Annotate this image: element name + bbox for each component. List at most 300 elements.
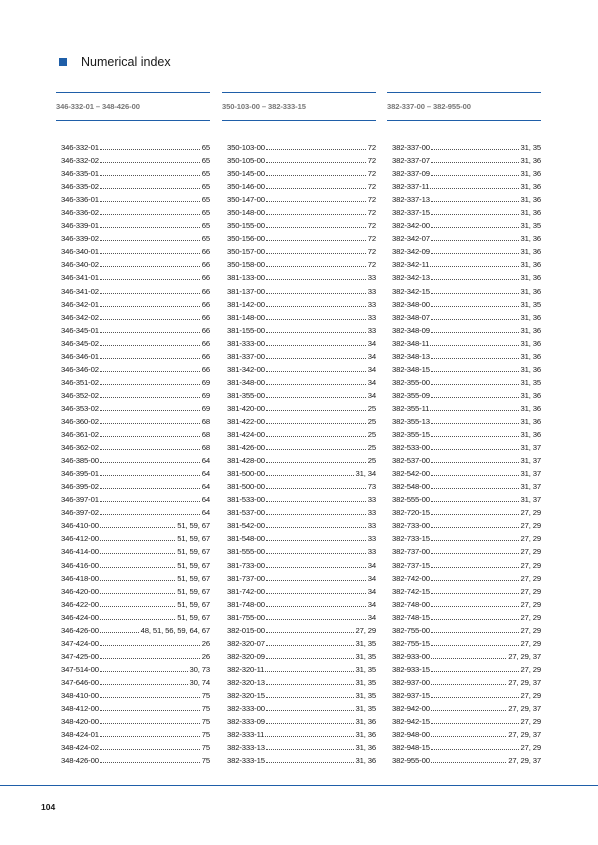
dot-leader	[266, 449, 366, 450]
dot-leader	[100, 553, 175, 554]
index-entry	[227, 245, 376, 258]
entry-code: 382-755-15	[392, 638, 430, 648]
index-entry	[61, 167, 210, 180]
entry-pages: 31, 36	[520, 364, 541, 374]
index-entry	[392, 363, 541, 376]
entry-pages: 64	[201, 495, 210, 505]
entry-pages: 27, 29	[520, 612, 541, 622]
dot-leader	[100, 266, 200, 267]
entry-pages: 66	[201, 273, 210, 283]
entry-code: 381-142-00	[227, 299, 265, 309]
dot-leader	[431, 645, 519, 646]
entry-pages: 51, 59, 67	[177, 560, 210, 570]
entry-pages: 30, 74	[189, 677, 210, 687]
dot-leader	[266, 710, 354, 711]
entry-code: 382-348-00	[392, 299, 430, 309]
dot-leader	[100, 253, 200, 254]
dot-leader	[100, 201, 200, 202]
dot-leader	[100, 319, 200, 320]
entry-code: 381-737-00	[227, 573, 265, 583]
index-entry	[227, 441, 376, 454]
index-entry	[392, 219, 541, 232]
index-entry	[392, 402, 541, 415]
entry-code: 382-737-00	[392, 547, 430, 557]
dot-leader	[265, 671, 353, 672]
entry-code: 382-937-00	[392, 677, 430, 687]
entry-code: 382-948-15	[392, 743, 430, 753]
entry-pages: 64	[201, 508, 210, 518]
entry-code: 382-320-15	[227, 690, 265, 700]
index-entry	[227, 532, 376, 545]
entry-code: 382-742-15	[392, 586, 430, 596]
index-entry	[392, 506, 541, 519]
entry-code: 382-355-00	[392, 377, 430, 387]
entry-code: 350-145-00	[227, 169, 265, 179]
entry-pages: 75	[201, 730, 210, 740]
entry-code: 346-345-02	[61, 338, 99, 348]
dot-leader	[431, 358, 519, 359]
dot-leader	[266, 501, 366, 502]
index-entry	[61, 363, 210, 376]
entry-code: 382-320-09	[227, 651, 265, 661]
dot-leader	[100, 580, 175, 581]
dot-leader	[431, 240, 519, 241]
index-entry	[61, 389, 210, 402]
dot-leader	[100, 188, 200, 189]
entry-pages: 72	[367, 247, 376, 257]
entry-code: 381-342-00	[227, 364, 265, 374]
entry-code: 346-395-01	[61, 469, 99, 479]
dot-leader	[266, 749, 354, 750]
entry-pages: 34	[367, 390, 376, 400]
entry-code: 382-348-09	[392, 325, 430, 335]
entry-code: 346-346-01	[61, 351, 99, 361]
dot-leader	[266, 149, 366, 150]
dot-leader	[431, 671, 519, 672]
entry-pages: 51, 59, 67	[177, 547, 210, 557]
entry-code: 346-426-00	[61, 625, 99, 635]
dot-leader	[431, 306, 519, 307]
entry-code: 381-537-00	[227, 508, 265, 518]
entry-code: 382-342-11	[392, 260, 430, 270]
dot-leader	[100, 645, 200, 646]
index-entry	[227, 467, 376, 480]
dot-leader	[430, 266, 518, 267]
entry-code: 350-105-00	[227, 156, 265, 166]
dot-leader	[431, 632, 519, 633]
index-entry	[61, 754, 210, 767]
entry-code: 382-742-00	[392, 573, 430, 583]
dot-leader	[431, 606, 519, 607]
dot-leader	[431, 462, 519, 463]
entry-pages: 33	[367, 534, 376, 544]
entry-pages: 31, 34	[355, 469, 376, 479]
index-entry	[61, 611, 210, 624]
entry-code: 382-733-00	[392, 521, 430, 531]
entry-code: 382-548-00	[392, 482, 430, 492]
index-entry	[227, 167, 376, 180]
index-entry	[227, 611, 376, 624]
dot-leader	[266, 632, 354, 633]
index-entry	[227, 389, 376, 402]
dot-leader	[431, 279, 519, 280]
index-entry	[227, 298, 376, 311]
index-entry	[392, 545, 541, 558]
dot-leader	[431, 619, 519, 620]
entry-code: 346-351-02	[61, 377, 99, 387]
dot-leader	[431, 332, 519, 333]
dot-leader	[100, 345, 200, 346]
entry-pages: 34	[367, 599, 376, 609]
index-entry	[61, 258, 210, 271]
entry-pages: 73	[367, 482, 376, 492]
dot-leader	[431, 580, 519, 581]
entry-code: 381-420-00	[227, 403, 265, 413]
dot-leader	[266, 397, 366, 398]
entry-pages: 27, 29	[520, 560, 541, 570]
index-entry	[61, 467, 210, 480]
entry-code: 382-937-15	[392, 690, 430, 700]
dot-leader	[431, 527, 519, 528]
index-entry	[61, 206, 210, 219]
entry-code: 382-342-15	[392, 286, 430, 296]
entry-code: 382-333-11	[227, 730, 265, 740]
dot-leader	[100, 710, 200, 711]
index-entry	[227, 324, 376, 337]
entry-code: 350-155-00	[227, 221, 265, 231]
entry-code: 381-133-00	[227, 273, 265, 283]
index-column-3	[387, 92, 541, 767]
index-entry	[392, 389, 541, 402]
entry-code: 382-942-00	[392, 704, 430, 714]
entry-code: 382-720-15	[392, 508, 430, 518]
entry-code: 346-341-02	[61, 286, 99, 296]
index-entry	[227, 206, 376, 219]
index-entry	[227, 689, 376, 702]
index-entry	[392, 337, 541, 350]
entry-pages: 27, 29	[520, 534, 541, 544]
entry-pages: 25	[367, 403, 376, 413]
dot-leader	[431, 501, 519, 502]
index-entry	[227, 663, 376, 676]
entry-pages: 31, 36	[520, 156, 541, 166]
entry-pages: 33	[367, 299, 376, 309]
entry-code: 382-355-09	[392, 390, 430, 400]
index-entry	[227, 402, 376, 415]
column-range-heading: 382-337-00 – 382-955-00	[387, 102, 471, 111]
entry-code: 382-733-15	[392, 534, 430, 544]
entry-code: 350-146-00	[227, 182, 265, 192]
entry-code: 381-542-00	[227, 521, 265, 531]
index-entry	[227, 415, 376, 428]
entry-pages: 33	[367, 312, 376, 322]
entry-code: 382-320-07	[227, 638, 265, 648]
index-entry	[392, 624, 541, 637]
entry-pages: 33	[367, 273, 376, 283]
entry-code: 350-148-00	[227, 208, 265, 218]
dot-leader	[100, 358, 200, 359]
entry-pages: 65	[201, 169, 210, 179]
entry-pages: 66	[201, 312, 210, 322]
index-entry	[392, 298, 541, 311]
entry-code: 382-737-15	[392, 560, 430, 570]
column-bottom-rule	[222, 120, 376, 121]
entry-code: 346-416-00	[61, 560, 99, 570]
dot-leader	[430, 188, 518, 189]
entry-code: 382-342-13	[392, 273, 430, 283]
dot-leader	[266, 319, 366, 320]
dot-leader	[431, 371, 519, 372]
column-range-heading: 346-332-01 – 348-426-00	[56, 102, 140, 111]
dot-leader	[266, 345, 366, 346]
index-entry	[227, 271, 376, 284]
entry-pages: 51, 59, 67	[177, 534, 210, 544]
entry-code: 382-748-15	[392, 612, 430, 622]
entry-code: 382-333-00	[227, 704, 265, 714]
dot-leader	[430, 410, 518, 411]
entry-pages: 31, 36	[520, 286, 541, 296]
entry-pages: 66	[201, 325, 210, 335]
entry-code: 381-424-00	[227, 430, 265, 440]
index-entry	[227, 637, 376, 650]
entry-pages: 31, 35	[520, 221, 541, 231]
dot-leader	[100, 736, 200, 737]
entry-pages: 27, 29	[520, 638, 541, 648]
index-entry	[392, 271, 541, 284]
entry-code: 350-103-00	[227, 143, 265, 152]
dot-leader	[100, 762, 200, 763]
index-entry	[227, 337, 376, 350]
index-entry	[392, 741, 541, 754]
entry-code: 350-147-00	[227, 195, 265, 205]
entry-pages: 34	[367, 586, 376, 596]
entry-code: 382-337-00	[392, 143, 430, 152]
entry-code: 346-424-00	[61, 612, 99, 622]
index-entry	[392, 258, 541, 271]
index-entry	[392, 454, 541, 467]
dot-leader	[431, 162, 519, 163]
index-entry	[392, 480, 541, 493]
entry-code: 382-355-13	[392, 416, 430, 426]
entry-pages: 34	[367, 612, 376, 622]
index-entry	[227, 519, 376, 532]
dot-leader	[431, 684, 506, 685]
dot-leader	[100, 214, 200, 215]
entry-pages: 75	[201, 717, 210, 727]
entry-code: 348-410-00	[61, 690, 99, 700]
entry-pages: 31, 36	[520, 430, 541, 440]
dot-leader	[100, 593, 175, 594]
index-entry	[227, 728, 376, 741]
entry-code: 382-533-00	[392, 443, 430, 453]
entry-pages: 68	[201, 416, 210, 426]
entry-pages: 27, 29, 37	[508, 756, 541, 766]
entry-code: 346-346-02	[61, 364, 99, 374]
index-entry	[61, 271, 210, 284]
entry-pages: 27, 29	[520, 521, 541, 531]
index-entry	[392, 519, 541, 532]
entry-pages: 65	[201, 221, 210, 231]
entry-pages: 31, 36	[520, 234, 541, 244]
index-entry	[392, 467, 541, 480]
entry-pages: 66	[201, 351, 210, 361]
entry-pages: 66	[201, 286, 210, 296]
entry-code: 382-348-15	[392, 364, 430, 374]
entry-code: 348-424-01	[61, 730, 99, 740]
index-entry	[392, 350, 541, 363]
entry-code: 382-337-09	[392, 169, 430, 179]
dot-leader	[431, 553, 519, 554]
index-entry	[61, 650, 210, 663]
entry-pages: 31, 36	[520, 325, 541, 335]
entry-pages: 66	[201, 299, 210, 309]
entry-code: 381-533-00	[227, 495, 265, 505]
entry-code: 382-348-07	[392, 312, 430, 322]
entry-code: 346-420-00	[61, 586, 99, 596]
entry-pages: 26	[201, 638, 210, 648]
entry-code: 346-352-02	[61, 390, 99, 400]
index-entry	[61, 232, 210, 245]
dot-leader	[431, 436, 519, 437]
dot-leader	[100, 658, 200, 659]
entry-pages: 69	[201, 390, 210, 400]
index-entry	[61, 193, 210, 206]
entry-code: 381-422-00	[227, 416, 265, 426]
index-entry	[392, 441, 541, 454]
index-entry	[227, 624, 376, 637]
dot-leader	[100, 619, 175, 620]
entry-pages: 69	[201, 403, 210, 413]
entry-code: 346-362-02	[61, 443, 99, 453]
index-entry	[392, 154, 541, 167]
entry-code: 346-335-01	[61, 169, 99, 179]
index-entry	[61, 311, 210, 324]
entry-pages: 31, 37	[520, 495, 541, 505]
dot-leader	[431, 475, 519, 476]
dot-leader	[100, 540, 175, 541]
entry-code: 346-339-01	[61, 221, 99, 231]
dot-leader	[266, 436, 366, 437]
dot-leader	[431, 319, 519, 320]
dot-leader	[431, 658, 506, 659]
index-entry	[227, 363, 376, 376]
index-entry	[61, 441, 210, 454]
entry-pages: 25	[367, 416, 376, 426]
entry-pages: 66	[201, 247, 210, 257]
entry-pages: 72	[367, 156, 376, 166]
index-entry	[61, 415, 210, 428]
entry-pages: 31, 36	[355, 717, 376, 727]
dot-leader	[431, 397, 519, 398]
entry-code: 381-548-00	[227, 534, 265, 544]
entry-code: 382-348-11	[392, 338, 430, 348]
index-entry	[61, 585, 210, 598]
entry-pages: 65	[201, 234, 210, 244]
entry-code: 347-425-00	[61, 651, 99, 661]
dot-leader	[100, 293, 200, 294]
index-entry	[61, 219, 210, 232]
entry-pages: 64	[201, 482, 210, 492]
dot-leader	[266, 553, 366, 554]
dot-leader	[431, 514, 519, 515]
entry-pages: 27, 29, 37	[508, 677, 541, 687]
entry-pages: 31, 35	[355, 638, 376, 648]
entry-code: 346-340-01	[61, 247, 99, 257]
dot-leader	[266, 240, 366, 241]
dot-leader	[431, 149, 519, 150]
index-entry	[61, 532, 210, 545]
dot-leader	[266, 293, 366, 294]
dot-leader	[100, 306, 200, 307]
index-entry	[392, 611, 541, 624]
entry-pages: 66	[201, 338, 210, 348]
dot-leader	[266, 332, 366, 333]
entry-pages: 64	[201, 456, 210, 466]
dot-leader	[100, 606, 175, 607]
index-entry	[61, 180, 210, 193]
entry-code: 347-514-00	[61, 664, 99, 674]
entry-pages: 27, 29	[520, 625, 541, 635]
dot-leader	[100, 475, 200, 476]
dot-leader	[100, 384, 200, 385]
entry-pages: 33	[367, 521, 376, 531]
entry-code: 381-500-00	[227, 482, 265, 492]
index-entry	[61, 506, 210, 519]
entry-code: 350-158-00	[227, 260, 265, 270]
entry-pages: 72	[367, 221, 376, 231]
column-range-heading: 350-103-00 – 382-333-15	[222, 102, 306, 111]
dot-leader	[266, 540, 366, 541]
entry-code: 348-420-00	[61, 717, 99, 727]
entry-pages: 51, 59, 67	[177, 586, 210, 596]
dot-leader	[431, 384, 519, 385]
entry-pages: 27, 29	[520, 586, 541, 596]
entry-pages: 31, 37	[520, 443, 541, 453]
entry-pages: 34	[367, 351, 376, 361]
entry-code: 382-542-00	[392, 469, 430, 479]
index-entry	[227, 493, 376, 506]
index-entry	[392, 193, 541, 206]
entry-pages: 51, 59, 67	[177, 612, 210, 622]
index-entry	[227, 428, 376, 441]
entry-code: 346-342-02	[61, 312, 99, 322]
dot-leader	[431, 175, 519, 176]
index-entry	[227, 572, 376, 585]
index-entry	[392, 715, 541, 728]
index-entry	[392, 493, 541, 506]
entry-pages: 27, 29	[520, 573, 541, 583]
index-entry	[61, 637, 210, 650]
index-list	[61, 141, 210, 767]
entry-code: 346-335-02	[61, 182, 99, 192]
index-entry	[392, 141, 541, 154]
entry-pages: 51, 59, 67	[177, 599, 210, 609]
index-entry	[227, 506, 376, 519]
index-entry	[61, 154, 210, 167]
index-entry	[61, 454, 210, 467]
index-entry	[61, 350, 210, 363]
entry-code: 382-933-15	[392, 664, 430, 674]
index-entry	[227, 598, 376, 611]
entry-code: 381-755-00	[227, 612, 265, 622]
dot-leader	[100, 227, 200, 228]
entry-code: 382-337-13	[392, 195, 430, 205]
entry-code: 346-341-01	[61, 273, 99, 283]
dot-leader	[100, 423, 200, 424]
entry-pages: 33	[367, 508, 376, 518]
dot-leader	[100, 462, 200, 463]
entry-pages: 72	[367, 195, 376, 205]
